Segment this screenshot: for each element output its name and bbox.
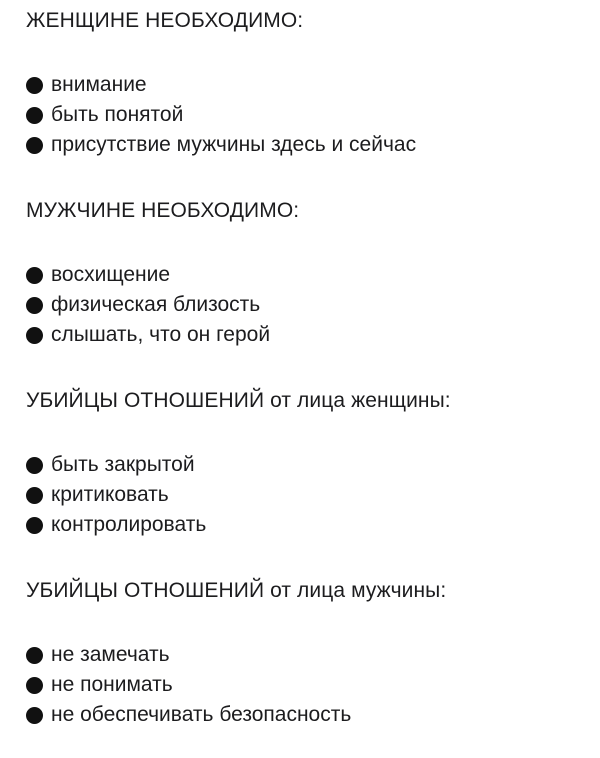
bullet-icon [26,647,43,664]
bullet-icon [26,297,43,314]
list-item [26,482,169,508]
list-item [26,262,170,288]
bullet-icon [26,677,43,694]
list-item-text: быть закрытой [51,453,195,476]
list-item [26,102,183,128]
list-item-text: слышать, что он герой [51,323,271,346]
list-item [26,132,416,158]
bullet-icon [26,137,43,154]
list-item-text: не обеспечивать безопасность [51,703,352,726]
bullet-icon [26,457,43,474]
bullet-icon [26,517,43,534]
list-item [26,512,206,538]
list-item-text: контролировать [51,513,207,536]
section-heading-women-killers: УБИЙЦЫ ОТНОШЕНИЙ от лица женщины: [26,389,451,412]
list-item-text: физическая близость [51,293,261,316]
list-item [26,672,173,698]
list-item-text: быть понятой [51,103,184,126]
section-heading-men-killers: УБИЙЦЫ ОТНОШЕНИЙ от лица мужчины: [26,579,447,602]
bullet-icon [26,707,43,724]
list-item [26,702,351,728]
list-item-text: не понимать [51,673,173,696]
section-heading-men-needs: МУЖЧИНЕ НЕОБХОДИМО: [26,199,300,222]
bullet-icon [26,327,43,344]
bullet-icon [26,487,43,504]
bullet-icon [26,267,43,284]
list-item-text: присутствие мужчины здесь и сейчас [51,133,417,156]
list-item [26,72,147,98]
section-heading-women-needs: ЖЕНЩИНЕ НЕОБХОДИМО: [26,9,304,32]
list-item [26,452,195,478]
list-item-text: восхищение [51,263,171,286]
list-item [26,642,170,668]
list-item [26,322,270,348]
list-item-text: внимание [51,73,147,96]
list-item-text: критиковать [51,483,169,506]
bullet-icon [26,77,43,94]
list-item [26,292,260,318]
list-item-text: не замечать [51,643,170,666]
bullet-icon [26,107,43,124]
